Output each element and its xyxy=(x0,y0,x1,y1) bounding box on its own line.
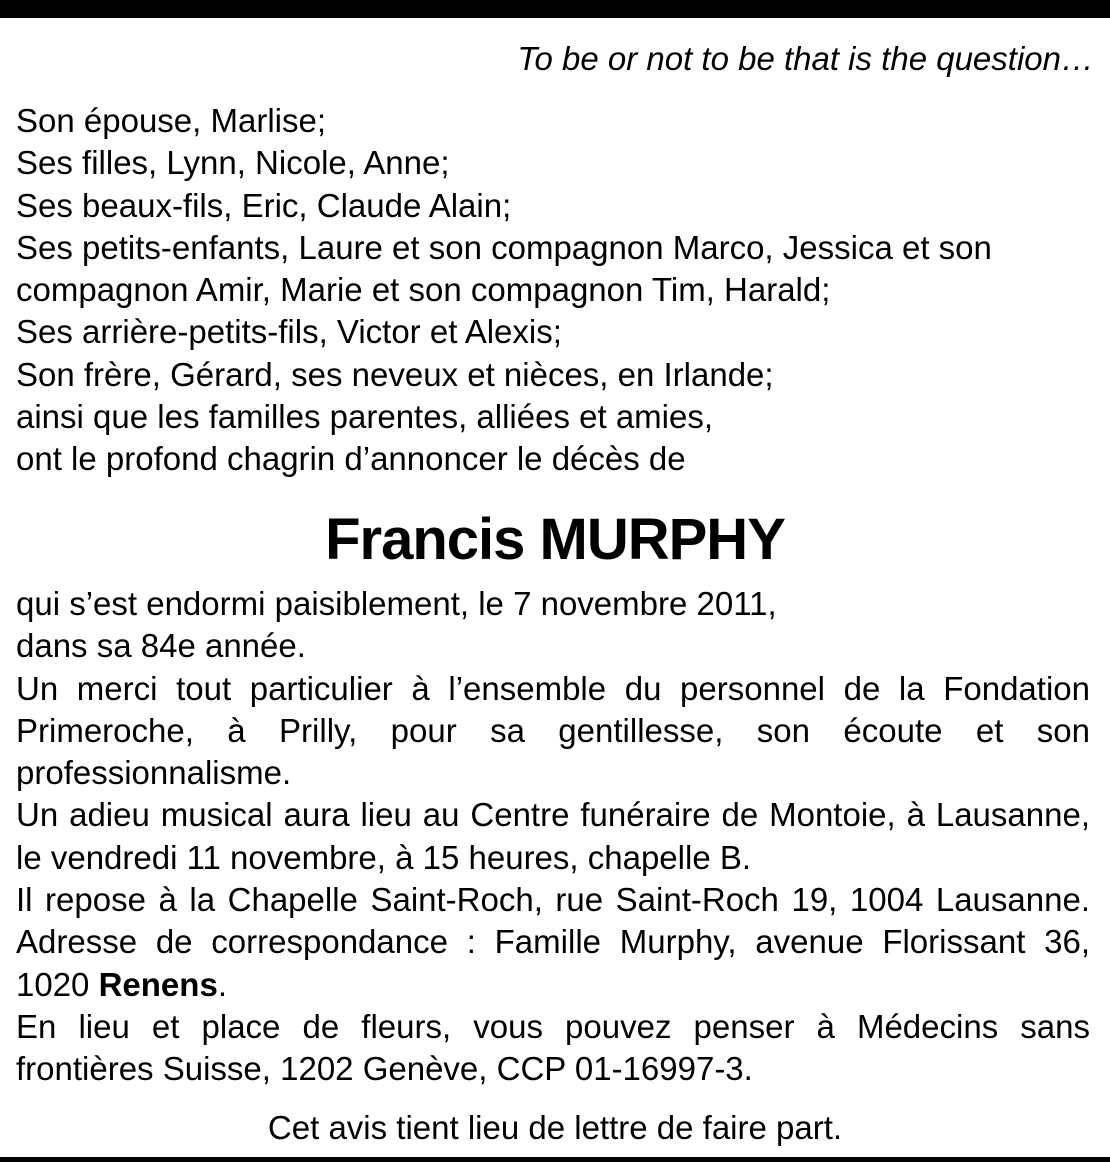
thanks-paragraph: Un merci tout particulier à l’ensemble du personnel de la Fondation Primeroche, à Prilly, pour sa gentillesse, son écoute et son professionnalisme. xyxy=(16,669,1090,792)
family-list xyxy=(16,100,1096,481)
family-line: Son épouse, Marlise; xyxy=(16,102,327,139)
ceremony-paragraph: Un adieu musical aura lieu au Centre funéraire de Montoie, à Lausanne, le vendredi 11 novembre, à 15 heures, chapelle B. xyxy=(16,796,1090,876)
address-city: Renens xyxy=(98,965,218,1003)
family-line: Ses arrière-petits-fils, Victor et Alexis; xyxy=(16,313,562,351)
epigraph-quote: To be or not to be that is the question… xyxy=(517,40,1094,77)
address-text: Adresse de correspondance : Famille Murphy, avenue Florissant 36, 1020 xyxy=(16,923,1090,1003)
address-period: . xyxy=(217,965,227,1003)
family-line: Ses petits-enfants, Laure et son compagnon Marco, Jessica et son xyxy=(16,228,992,266)
resting-place-paragraph: Il repose à la Chapelle Saint-Roch, rue Saint-Roch 19, 1004 Lausanne. xyxy=(16,881,1090,919)
deceased-name: Francis MURPHY xyxy=(325,507,785,572)
family-line: compagnon Amir, Marie et son compagnon Tim, Harald; xyxy=(16,271,831,309)
family-line: Son frère, Gérard, ses neveux et nièces, en Irlande; xyxy=(16,355,774,393)
family-line: Ses beaux-fils, Eric, Claude Alain; xyxy=(16,186,512,224)
bottom-rule xyxy=(0,1157,1110,1162)
family-line: ont le profond chagrin d’annoncer le décès de xyxy=(16,440,686,478)
flowers-paragraph: En lieu et place de fleurs, vous pouvez penser à Médecins sans frontières Suisse, 1202 Genève, CCP 01-16997-3. xyxy=(16,1007,1090,1088)
family-line: ainsi que les familles parentes, alliées et amies, xyxy=(16,398,714,436)
family-line: Ses filles, Lynn, Nicole, Anne; xyxy=(16,144,450,182)
top-rule xyxy=(0,0,1110,18)
address-paragraph xyxy=(16,921,1090,1006)
closing-line: Cet avis tient lieu de lettre de faire part. xyxy=(267,1109,843,1146)
notice-body xyxy=(16,583,1090,1091)
death-date-line: qui s’est endormi paisiblement, le 7 novembre 2011, xyxy=(16,585,777,622)
age-line: dans sa 84e année. xyxy=(16,627,306,665)
